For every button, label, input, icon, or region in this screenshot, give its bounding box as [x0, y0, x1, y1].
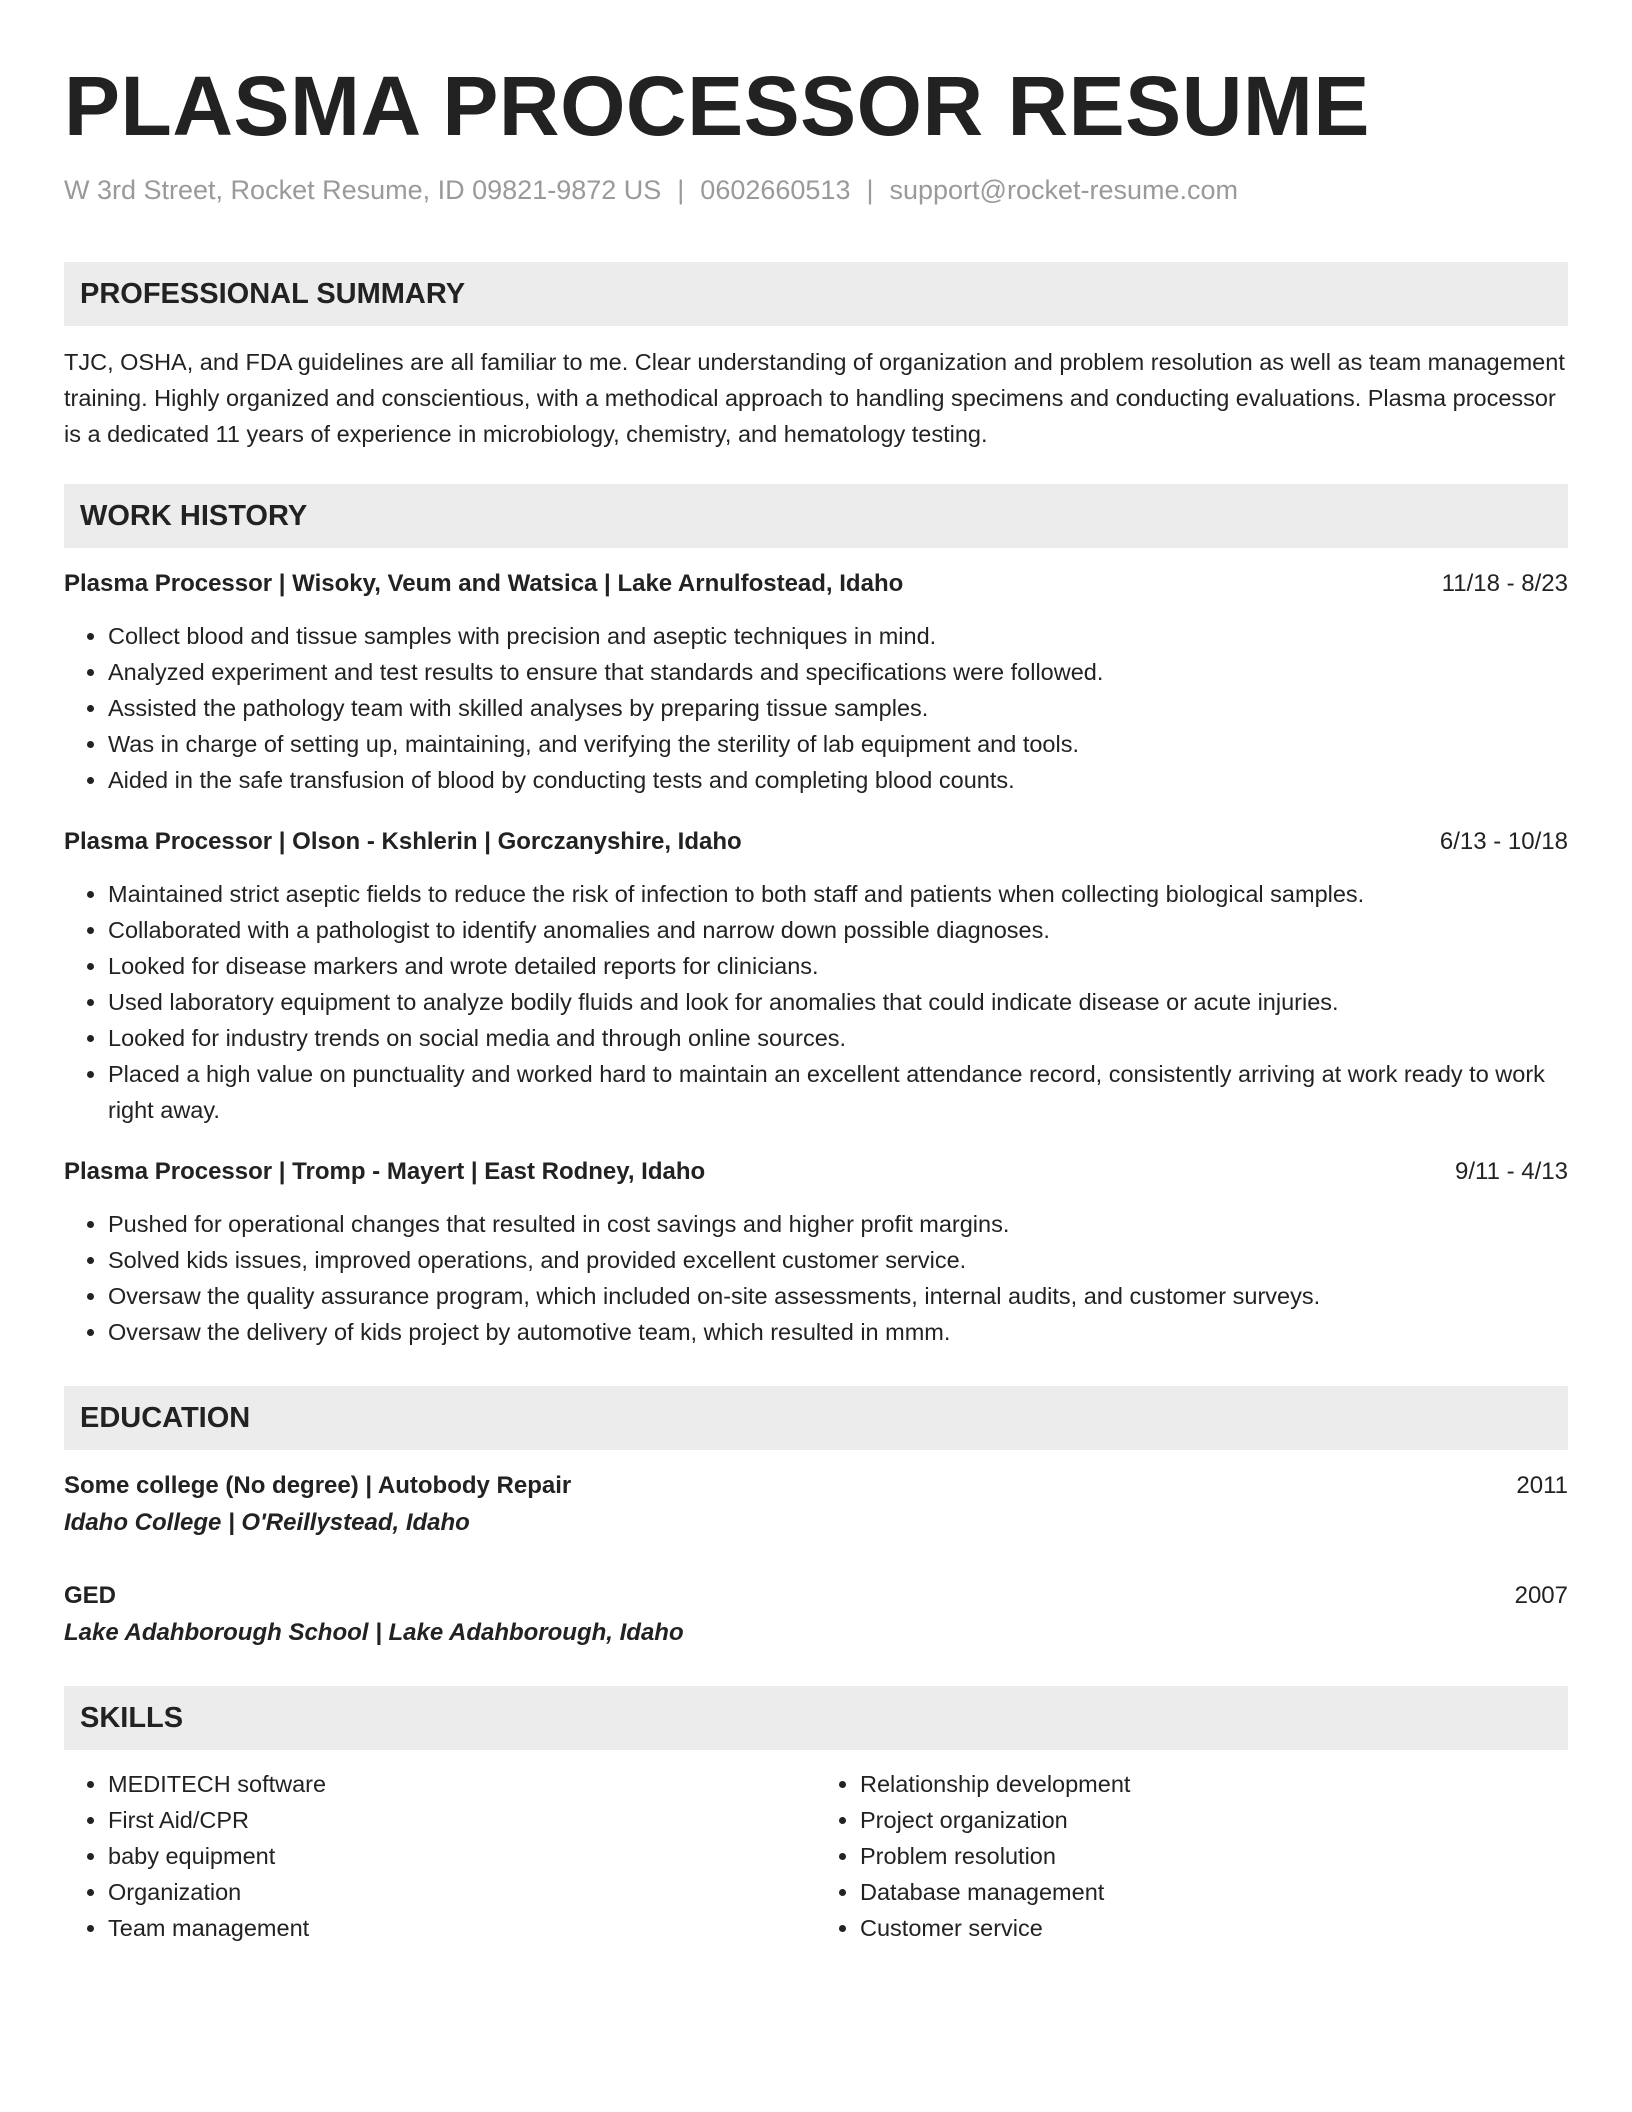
- job-bullets: [64, 1206, 1568, 1350]
- skills-heading: SKILLS: [64, 1686, 1568, 1750]
- job-bullet: • Looked for disease markers and wrote detailed reports for clinicians.: [108, 948, 1568, 984]
- education-header: [64, 1578, 1568, 1614]
- skill-item: • Problem resolution: [860, 1838, 1568, 1874]
- education-degree: Some college (No degree) | Autobody Repair: [64, 1472, 572, 1499]
- job-dates: 6/13 - 10/18: [1439, 828, 1568, 855]
- contact-address: W 3rd Street, Rocket Resume, ID 09821-9872 US: [64, 175, 662, 205]
- education-header: [64, 1468, 1568, 1504]
- contact-line: [64, 170, 1568, 210]
- education-entry: [64, 1578, 1568, 1652]
- job-bullet: • Placed a high value on punctuality and worked hard to maintain an excellent attendance record, consistently arriving at work ready to work right away.: [108, 1056, 1568, 1128]
- job-bullet: • Was in charge of setting up, maintaining, and verifying the sterility of lab equipment and tools.: [108, 726, 1568, 762]
- job-bullet: • Collaborated with a pathologist to identify anomalies and narrow down possible diagnoses.: [108, 912, 1568, 948]
- job-entry: [64, 566, 1568, 798]
- job-entry: [64, 1154, 1568, 1350]
- skill-item: • baby equipment: [108, 1838, 816, 1874]
- skills-list: [64, 1766, 1568, 1946]
- summary-text: TJC, OSHA, and FDA guidelines are all familiar to me. Clear understanding of organization and problem resolution as well as team management training. Highly organized and conscientious, with a methodical approach to handling specimens and conducting evaluations. Plasma processor is a dedicated 11 years of experience in microbiology, chemistry, and hematology testing.: [64, 349, 1565, 447]
- skill-item: • MEDITECH software: [108, 1766, 816, 1802]
- job-bullet: • Oversaw the delivery of kids project by automotive team, which resulted in mmm.: [108, 1314, 1568, 1350]
- skill-item: • Project organization: [860, 1802, 1568, 1838]
- job-bullet: • Looked for industry trends on social media and through online sources.: [108, 1020, 1568, 1056]
- education-entry: [64, 1468, 1568, 1542]
- education-heading: EDUCATION: [64, 1386, 1568, 1450]
- job-title: Plasma Processor | Olson - Kshlerin | Gorczanyshire, Idaho: [64, 828, 742, 855]
- skill-item: • Organization: [108, 1874, 816, 1910]
- job-dates: 9/11 - 4/13: [1455, 1158, 1568, 1185]
- job-bullet: • Assisted the pathology team with skilled analyses by preparing tissue samples.: [108, 690, 1568, 726]
- skill-item: • Database management: [860, 1874, 1568, 1910]
- job-dates: 11/18 - 8/23: [1441, 570, 1568, 597]
- job-bullet: • Analyzed experiment and test results to ensure that standards and specifications were followed.: [108, 654, 1568, 690]
- contact-separator: |: [677, 175, 685, 205]
- education-year: 2011: [1516, 1472, 1568, 1499]
- job-header: [64, 1154, 1568, 1190]
- job-bullet: • Aided in the safe transfusion of blood by conducting tests and completing blood counts.: [108, 762, 1568, 798]
- job-title: Plasma Processor | Wisoky, Veum and Watsica | Lake Arnulfostead, Idaho: [64, 570, 904, 597]
- education-school: Lake Adahborough School | Lake Adahborough, Idaho: [64, 1619, 684, 1646]
- work-history-heading: WORK HISTORY: [64, 484, 1568, 548]
- job-bullet: • Collect blood and tissue samples with precision and aseptic techniques in mind.: [108, 618, 1568, 654]
- skill-item: • Customer service: [860, 1910, 1568, 1946]
- job-bullet: • Solved kids issues, improved operations, and provided excellent customer service.: [108, 1242, 1568, 1278]
- job-bullets: [64, 618, 1568, 798]
- contact-phone: 0602660513: [700, 175, 851, 205]
- skills-column-right: [816, 1766, 1568, 1946]
- resume-title: PLASMA PROCESSOR RESUME: [64, 59, 1370, 153]
- job-bullet: • Used laboratory equipment to analyze bodily fluids and look for anomalies that could indicate disease or acute injuries.: [108, 984, 1568, 1020]
- contact-separator: |: [866, 175, 874, 205]
- job-bullet: • Maintained strict aseptic fields to reduce the risk of infection to both staff and patients when collecting biological samples.: [108, 876, 1568, 912]
- education-degree: GED: [64, 1582, 117, 1609]
- skill-item: • First Aid/CPR: [108, 1802, 816, 1838]
- skill-item: • Team management: [108, 1910, 816, 1946]
- skills-column-left: [64, 1766, 816, 1946]
- job-header: [64, 824, 1568, 860]
- job-entry: [64, 824, 1568, 1128]
- job-bullet: • Pushed for operational changes that resulted in cost savings and higher profit margins.: [108, 1206, 1568, 1242]
- job-header: [64, 566, 1568, 602]
- summary-heading: PROFESSIONAL SUMMARY: [64, 262, 1568, 326]
- job-title: Plasma Processor | Tromp - Mayert | East Rodney, Idaho: [64, 1158, 706, 1185]
- contact-email: support@rocket-resume.com: [889, 175, 1239, 205]
- job-bullet: • Oversaw the quality assurance program, which included on-site assessments, internal audits, and customer surveys.: [108, 1278, 1568, 1314]
- education-year: 2007: [1514, 1582, 1568, 1609]
- education-school: Idaho College | O'Reillystead, Idaho: [64, 1509, 470, 1536]
- job-bullets: [64, 876, 1568, 1128]
- skill-item: • Relationship development: [860, 1766, 1568, 1802]
